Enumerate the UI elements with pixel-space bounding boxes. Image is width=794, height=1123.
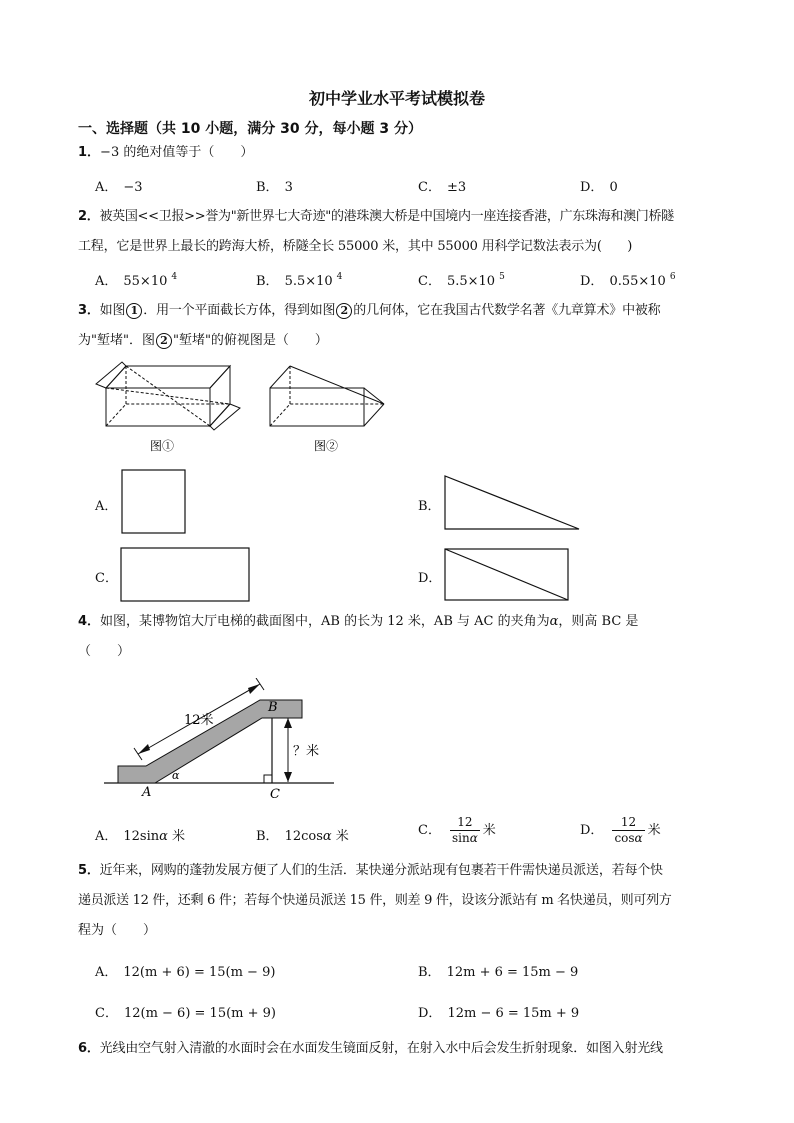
q2-option-b[interactable]: B． 5.5×10 $^4$ — [256, 272, 343, 289]
figure-1-caption: 图① — [150, 439, 175, 453]
figure-2-caption: 图② — [314, 439, 339, 453]
question-6: 6．光线由空气射入清澈的水面时会在水面发生镜面反射，在射入水中后会发生折射现象．如图入射光线 — [78, 1041, 663, 1056]
question-number: 6． — [78, 1041, 100, 1056]
q3-option-c-label: C． — [95, 571, 118, 586]
question-number: 4． — [78, 614, 101, 629]
question-5-line-2: 递员派送 12 件，还剩 6 件；若每个快递员派送 15 件，则差 9 件，设该分派站有 m 名快递员，则可列方 — [78, 893, 672, 908]
q1-option-d[interactable]: D． 0 — [580, 180, 618, 195]
q1-option-a[interactable]: A． −3 — [95, 180, 143, 195]
question-text: −3 的绝对值等于（ ） — [100, 145, 254, 160]
q4-option-b[interactable]: B． 12cosα 米 — [256, 829, 349, 844]
q5-option-a[interactable]: A． 12(m + 6) = 15(m − 9) — [95, 965, 276, 980]
page-title: 初中学业水平考试模拟卷 — [308, 89, 485, 108]
q4-option-d[interactable]: D． $\frac{12}{\cos\alpha}$ 米 — [580, 815, 661, 845]
point-b-label: B — [268, 700, 278, 715]
q3-option-b-right-triangle[interactable] — [443, 474, 583, 532]
question-number: 2． — [78, 209, 100, 224]
length-label: 12米 — [184, 713, 214, 728]
question-4-line-2: （ ） — [78, 644, 131, 659]
question-1 — [78, 144, 253, 162]
question-2-line-2: 工程，它是世界上最长的跨海大桥，桥隧全长 55000 米，其中 55000 用科学记数法表示为( ) — [78, 239, 633, 254]
question-number: 5． — [78, 863, 100, 878]
q4-option-a[interactable]: A． 12sinα 米 — [95, 829, 186, 844]
question-5: 5．近年来，网购的蓬勃发展方便了人们的生活．某快递分派站现有包裹若干件需快递员派送，若每个快 — [78, 863, 663, 878]
q2-option-d[interactable]: D． 0.55×10 $^6$ — [580, 272, 676, 289]
question-3-line-2: 为"堑堵"．图 2 "堑堵"的俯视图是（ ） — [78, 333, 328, 348]
q3-option-c-rectangle[interactable] — [119, 546, 252, 604]
q1-option-b[interactable]: B． 3 — [256, 180, 293, 195]
question-2 — [78, 208, 674, 226]
q5-option-d[interactable]: D． 12m − 6 = 15m + 9 — [418, 1006, 580, 1021]
question-3: 3．如图 1 ．用一个平面截长方体，得到如图 2 的几何体，它在我国古代数学名著《九章算术》中被称 — [78, 303, 661, 318]
question-text-line-1: 被英国<<卫报>>誉为"新世界七大奇迹"的港珠澳大桥是中国境内一座连接香港，广东珠海和澳门桥隧 — [99, 209, 674, 224]
point-c-label: C — [270, 787, 280, 800]
figure-escalator — [100, 678, 345, 800]
question-5-line-3: 程为（ ） — [78, 923, 157, 938]
q2-option-a[interactable]: A． 55×10 $^4$ — [95, 272, 178, 289]
q3-option-d-label: D． — [418, 571, 442, 586]
q1-option-c[interactable]: C． ±3 — [418, 180, 467, 195]
q3-option-a-label: A． — [95, 499, 118, 514]
q5-option-b[interactable]: B． 12m + 6 = 15m − 9 — [418, 965, 579, 980]
q5-option-c[interactable]: C． 12(m − 6) = 15(m + 9) — [95, 1006, 276, 1021]
circled-number: 1 — [126, 303, 142, 319]
circled-number: 2 — [336, 303, 352, 319]
question-4: 4．如图，某博物馆大厅电梯的截面图中，AB 的长为 12 米，AB 与 AC 的夹角为α，则高 BC 是 — [78, 614, 639, 629]
circled-number: 2 — [156, 333, 172, 349]
question-number: 1． — [78, 145, 101, 160]
q2-option-c[interactable]: C． 5.5×10 $^5$ — [418, 272, 505, 289]
question-number: 3． — [78, 303, 100, 318]
angle-alpha-label: α — [172, 769, 180, 782]
section-heading: 一、选择题（共 10 小题，满分 30 分，每小题 3 分） — [78, 121, 422, 137]
height-label: ？米 — [293, 744, 320, 759]
q4-option-c[interactable]: C． $\frac{12}{\sin\alpha}$ 米 — [418, 815, 496, 845]
q3-option-b-label: B． — [418, 499, 441, 514]
point-a-label: A — [142, 785, 152, 800]
q3-option-d-rectangle-diagonal[interactable] — [443, 547, 571, 603]
figure-2-qiandu — [264, 358, 399, 458]
q3-option-a-square[interactable] — [120, 468, 190, 536]
figure-1-cut-cuboid — [92, 358, 242, 458]
